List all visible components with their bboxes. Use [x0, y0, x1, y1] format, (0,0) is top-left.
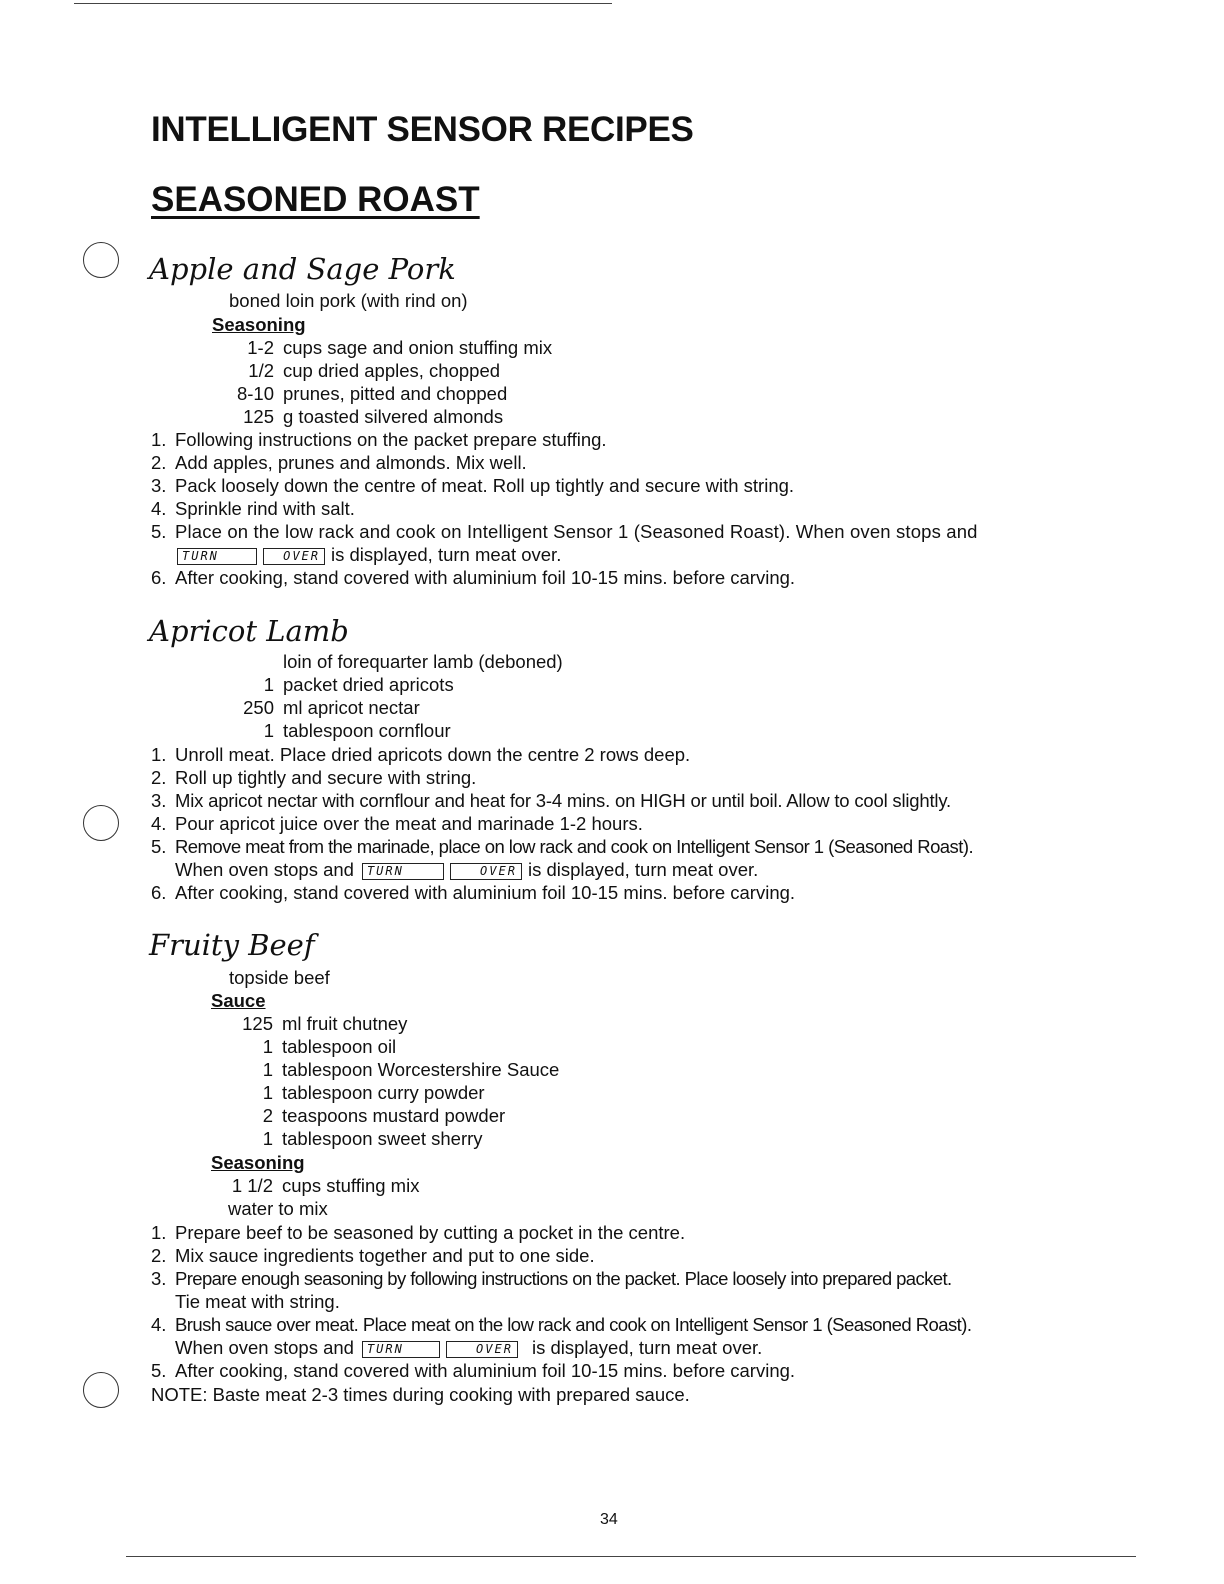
step-number: 5. [151, 521, 167, 542]
ingredient-row [211, 1127, 483, 1150]
ingredient-row [211, 1081, 485, 1104]
step-continuation-text: Tie meat with string. [175, 1291, 340, 1312]
ingredient-qty: 1 [262, 1082, 273, 1103]
bottom-rule [126, 1556, 1136, 1557]
step-text: Mix sauce ingredients together and put to one side. [175, 1245, 595, 1266]
ingredient-qty: 1/2 [248, 360, 274, 381]
ingredient-text: packet dried apricots [283, 674, 454, 695]
step-number: 2. [151, 1245, 167, 1266]
step-text: After cooking, stand covered with aluminium foil 10-15 mins. before carving. [175, 1360, 796, 1381]
ingredient-qty: 1 [263, 674, 274, 695]
page-title: INTELLIGENT SENSOR RECIPES [151, 110, 694, 149]
ingredient-text: water to mix [228, 1198, 328, 1219]
ingredient-row [212, 650, 563, 673]
ingredient-text: prunes, pitted and chopped [283, 383, 508, 404]
step-number: 1. [151, 429, 167, 450]
ingredient-qty: 1 [262, 1128, 273, 1149]
ingredient-text: g toasted silvered almonds [283, 406, 504, 427]
recipe-title-fruity-beef: Fruity Beef [149, 928, 315, 962]
ingredient-qty: 125 [243, 406, 274, 427]
display-over: OVER [263, 548, 325, 565]
step-number: 4. [151, 1314, 167, 1335]
step-continuation-text: is displayed, turn meat over. [531, 1337, 763, 1358]
step-continuation-text: is displayed, turn meat over. [527, 859, 759, 880]
ingredient-text: cups sage and onion stuffing mix [283, 337, 553, 358]
step-text: Prepare beef to be seasoned by cutting a pocket in the centre. [175, 1222, 686, 1243]
step-continuation-text: When oven stops and [175, 859, 354, 880]
step-number: 2. [151, 767, 167, 788]
display-turn: TURN [177, 548, 257, 565]
page-number: 34 [600, 1511, 618, 1528]
step-number: 1. [151, 744, 167, 765]
step-number: 2. [151, 452, 167, 473]
step-number: 3. [151, 475, 167, 496]
ingredient-qty: 1 [262, 1036, 273, 1057]
ingredient-text: tablespoon oil [282, 1036, 397, 1057]
ingredient-text: tablespoon curry powder [282, 1082, 485, 1103]
ingredient-qty: 2 [262, 1105, 273, 1126]
step-text: Unroll meat. Place dried apricots down the centre 2 rows deep. [175, 744, 691, 765]
ingredient-text: tablespoon cornflour [283, 720, 451, 741]
step-text: Roll up tightly and secure with string. [175, 767, 477, 788]
step-text: Remove meat from the marinade, place on low rack and cook on Intelligent Sensor 1 (Seasoned Roast). [175, 836, 974, 857]
ingredient-text: ml fruit chutney [282, 1013, 408, 1034]
ingredient-row [212, 719, 451, 742]
recipe-title-apricot-lamb: Apricot Lamb [149, 614, 349, 648]
step-text: Pour apricot juice over the meat and marinade 1-2 hours. [175, 813, 643, 834]
step-text: Pack loosely down the centre of meat. Roll up tightly and secure with string. [175, 475, 795, 496]
step-text: After cooking, stand covered with aluminium foil 10-15 mins. before carving. [175, 882, 796, 903]
step-number: 6. [151, 567, 167, 588]
subheading-sauce: Sauce [211, 990, 266, 1011]
main-ingredient: topside beef [229, 967, 330, 988]
display-over: OVER [450, 863, 522, 880]
step-text: Mix apricot nectar with cornflour and heat for 3-4 mins. on HIGH or until boil. Allow to cool slightly. [175, 790, 951, 811]
ingredient-row [211, 1012, 407, 1035]
step-text: Following instructions on the packet prepare stuffing. [175, 429, 607, 450]
step-number: 5. [151, 1360, 167, 1381]
main-ingredient: boned loin pork (with rind on) [229, 290, 468, 311]
ingredient-text: tablespoon sweet sherry [282, 1128, 483, 1149]
subheading-seasoning: Seasoning [212, 314, 306, 335]
step-continuation [175, 1336, 762, 1359]
ingredient-row [212, 336, 552, 359]
ingredient-row [212, 359, 500, 382]
step-text: Sprinkle rind with salt. [175, 498, 355, 519]
recipe-note: NOTE: Baste meat 2-3 times during cooking with prepared sauce. [151, 1384, 690, 1405]
step-text: After cooking, stand covered with aluminium foil 10-15 mins. before carving. [175, 567, 796, 588]
step-number: 4. [151, 498, 167, 519]
ingredient-qty: 1 [262, 1059, 273, 1080]
step-continuation-text: is displayed, turn meat over. [331, 544, 562, 565]
display-turn: TURN [362, 1341, 440, 1358]
step-number: 4. [151, 813, 167, 834]
step-text: Brush sauce over meat. Place meat on the low rack and cook on Intelligent Sensor 1 (Seasoned Roast). [175, 1314, 972, 1335]
ingredient-text: cup dried apples, chopped [283, 360, 501, 381]
step-number: 3. [151, 790, 167, 811]
step-text: Prepare enough seasoning by following instructions on the packet. Place loosely into prepared packet. [175, 1268, 952, 1289]
ingredient-text: cups stuffing mix [282, 1175, 420, 1196]
step-text: Place on the low rack and cook on Intelligent Sensor 1 (Seasoned Roast). When oven stops and [175, 521, 978, 542]
binder-hole-middle [83, 805, 119, 841]
section-title: SEASONED ROAST [151, 180, 480, 219]
subheading-seasoning: Seasoning [211, 1152, 305, 1173]
ingredient-qty: 1-2 [247, 337, 274, 358]
step-continuation [175, 858, 758, 881]
ingredient-row [212, 696, 420, 719]
top-rule [74, 3, 612, 4]
ingredient-qty: 1 [263, 720, 274, 741]
ingredient-qty: 1 1/2 [231, 1175, 273, 1196]
ingredient-row [211, 1058, 559, 1081]
step-number: 5. [151, 836, 167, 857]
ingredient-qty: 125 [242, 1013, 273, 1034]
ingredient-row [211, 1104, 505, 1127]
ingredient-text: teaspoons mustard powder [282, 1105, 506, 1126]
display-over: OVER [446, 1341, 518, 1358]
step-text: Add apples, prunes and almonds. Mix well. [175, 452, 527, 473]
step-number: 3. [151, 1268, 167, 1289]
ingredient-row [212, 382, 507, 405]
step-number: 6. [151, 882, 167, 903]
ingredient-row [211, 1035, 396, 1058]
ingredient-qty: 8-10 [236, 383, 274, 404]
recipe-title-apple-sage-pork: Apple and Sage Pork [149, 252, 456, 286]
display-turn: TURN [362, 863, 444, 880]
ingredient-text: loin of forequarter lamb (deboned) [283, 651, 563, 672]
ingredient-text: tablespoon Worcestershire Sauce [282, 1059, 560, 1080]
ingredient-row [212, 405, 503, 428]
ingredient-row [212, 673, 454, 696]
ingredient-qty: 250 [243, 697, 274, 718]
binder-hole-top [83, 242, 119, 278]
step-continuation-text: When oven stops and [175, 1337, 354, 1358]
ingredient-text: ml apricot nectar [283, 697, 420, 718]
step-number: 1. [151, 1222, 167, 1243]
ingredient-row [211, 1174, 419, 1197]
binder-hole-bottom [83, 1372, 119, 1408]
step-continuation [177, 543, 561, 566]
